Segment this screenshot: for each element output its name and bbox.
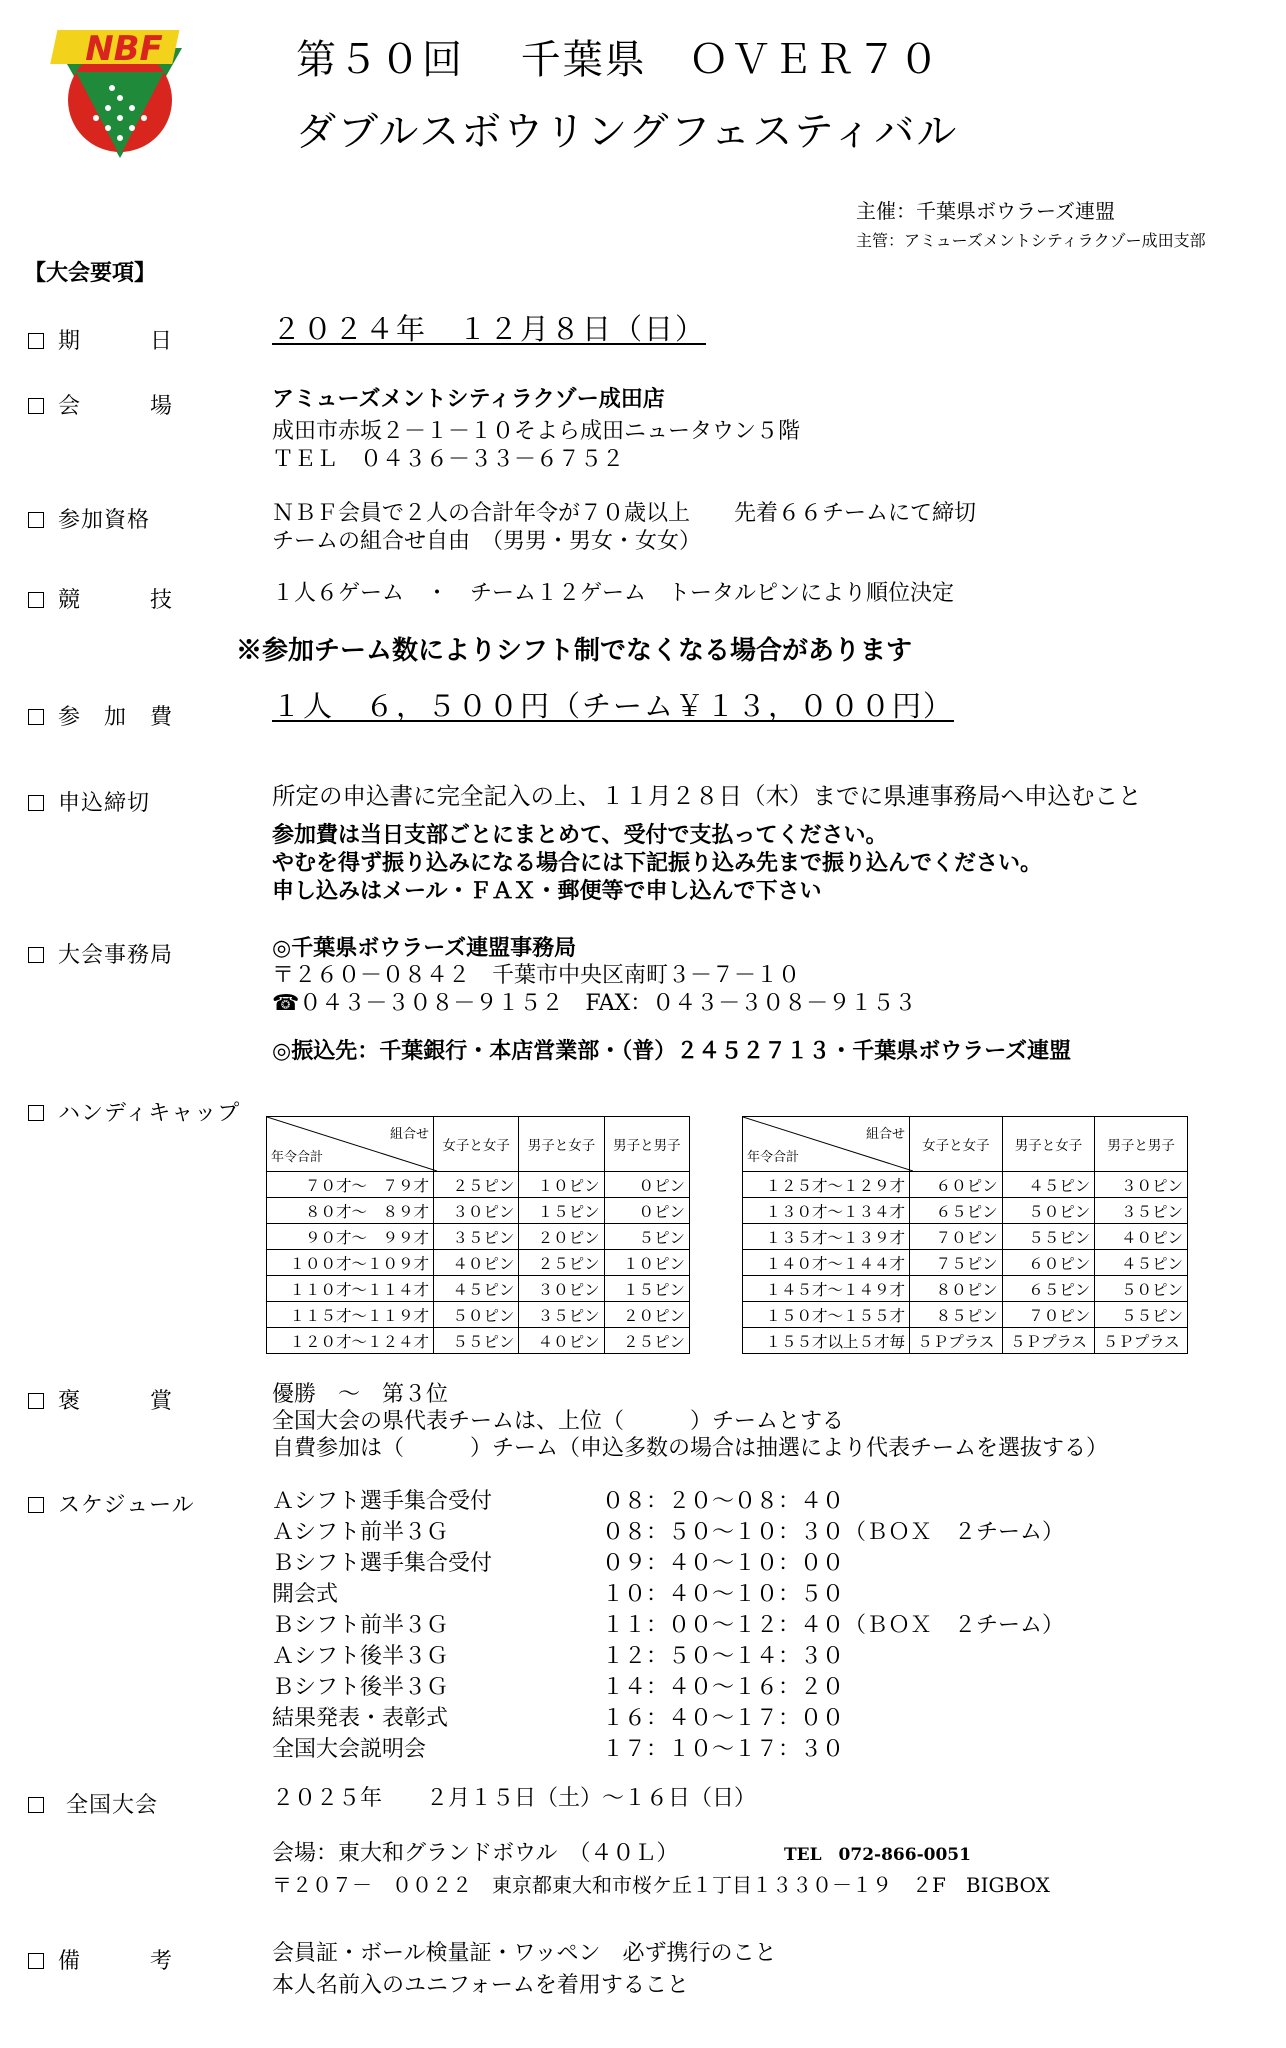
handicap-cell: ５５ピン [1002,1224,1095,1250]
column-header: 男子と男子 [604,1117,689,1172]
age-range-cell: １４０才～１４４才 [743,1250,910,1276]
handicap-table-right [742,1116,1188,1354]
handicap-cell: ５０ピン [434,1302,519,1328]
table-row [267,1224,690,1250]
national-tel: TEL 072-866-0051 [784,1845,971,1865]
handicap-cell: ５５ピン [434,1328,519,1354]
table-row [267,1172,690,1198]
handicap-cell: ４５ピン [434,1276,519,1302]
competition-notice: ※参加チーム数によりシフト制でなくなる場合があります [236,636,913,666]
table-row [743,1276,1188,1302]
schedule-row [272,1670,1064,1701]
handicap-cell: １０ピン [604,1250,689,1276]
column-header: 女子と女子 [434,1117,519,1172]
column-header: 女子と女子 [910,1117,1003,1172]
fee-label: 参 加 費 [28,700,173,731]
checkbox-icon [28,709,44,725]
schedule-time: １２：５０～１４：３０ [602,1644,845,1669]
schedule-time: １４：４０～１６：２０ [602,1675,845,1700]
handicap-cell: １５ピン [519,1198,604,1224]
checkbox-icon [28,398,44,414]
schedule-row [272,1639,1064,1670]
schedule-label: スケジュール [28,1488,195,1519]
office-address: 〒２６０－０８４２ 千葉市中央区南町３－７－１０ [272,963,801,988]
schedule-time: ０９：４０～１０：００ [602,1551,845,1576]
schedule-event: Ｂシフト前半３Ｇ [272,1613,449,1638]
age-range-cell: １４５才～１４９才 [743,1276,910,1302]
table-row [267,1276,690,1302]
venue-label: 会 場 [28,389,173,420]
handicap-cell: ５Ｐプラス [1002,1328,1095,1354]
schedule-event: Ａシフト前半３Ｇ [272,1520,449,1545]
handicap-cell: ３５ピン [434,1224,519,1250]
handicap-cell: ７０ピン [910,1224,1003,1250]
remarks-line2: 本人名前入のユニフォームを着用すること [272,1973,689,1998]
office-name: ◎千葉県ボウラーズ連盟事務局 [272,935,577,961]
handicap-cell: ８０ピン [910,1276,1003,1302]
age-range-cell: １５０才～１５５才 [743,1302,910,1328]
checkbox-icon [28,592,44,608]
age-range-cell: ８０才～ ８９才 [267,1198,434,1224]
schedule-time: ０８：５０～１０：３０（ＢＯＸ ２チーム） [602,1520,1065,1545]
handicap-cell: ５５ピン [1095,1302,1188,1328]
checkbox-icon [28,1105,44,1121]
manager: 主管：アミューズメントシティラクゾー成田支部 [856,231,1206,250]
date-value: ２０２４年 １２月８日（日） [272,312,707,346]
deadline-line4: 申し込みはメール・ＦＡＸ・郵便等で申し込んで下さい [272,878,822,904]
column-header: 男子と女子 [1002,1117,1095,1172]
deadline-line2: 参加費は当日支部ごとにまとめて、受付で支払ってください。 [272,822,888,848]
venue-name: アミューズメントシティラクゾー成田店 [272,386,665,412]
table-row [743,1328,1188,1354]
deadline-line3: やむを得ず振り込みになる場合には下記振り込み先まで振り込んでください。 [272,850,1043,876]
awards-line1: 優勝 ～ 第３位 [272,1382,449,1407]
handicap-cell: ２０ピン [519,1224,604,1250]
handicap-cell: ３０ピン [519,1276,604,1302]
table-row [267,1302,690,1328]
schedule-row [272,1484,1064,1515]
checkbox-icon [28,947,44,963]
table-row [743,1172,1188,1198]
age-range-cell: １１０才～１１４才 [267,1276,434,1302]
handicap-cell: １０ピン [519,1172,604,1198]
office-phone: ☎０４３－３０８－９１５２ FAX：０４３－３０８－９１５３ [272,991,917,1016]
schedule-row [272,1608,1064,1639]
handicap-cell: ６５ピン [1002,1276,1095,1302]
checkbox-icon [28,1393,44,1409]
handicap-cell: ２５ピン [519,1250,604,1276]
svg-text:NBF: NBF [85,29,163,69]
handicap-cell: ３５ピン [519,1302,604,1328]
handicap-cell: ４５ピン [1002,1172,1095,1198]
bank-info: ◎振込先：千葉銀行・本店営業部・（普）２４５２７１３・千葉県ボウラーズ連盟 [272,1038,1072,1064]
schedule-event: Ａシフト後半３Ｇ [272,1644,449,1669]
organizer: 主催：千葉県ボウラーズ連盟 [856,199,1115,223]
handicap-cell: ７５ピン [910,1250,1003,1276]
office-label: 大会事務局 [28,938,173,969]
handicap-cell: ０ピン [604,1198,689,1224]
competition-value: １人６ゲーム ・ チーム１２ゲーム トータルピンにより順位決定 [272,581,955,606]
schedule-row [272,1546,1064,1577]
handicap-cell: １５ピン [604,1276,689,1302]
table-row [743,1198,1188,1224]
table-row [267,1250,690,1276]
page-subtitle: ダブルスボウリングフェスティバル [296,109,959,155]
handicap-cell: ６０ピン [910,1172,1003,1198]
schedule-event: 結果発表・表彰式 [272,1706,449,1731]
remarks-label: 備 考 [28,1944,173,1975]
schedule-time: ０８：２０～０８：４０ [602,1489,845,1514]
page-title: 第５０回 千葉県 ＯＶＥＲ７０ [296,37,941,83]
checkbox-icon [28,1953,44,1969]
deadline-label: 申込締切 [28,786,150,817]
eligibility-label: 参加資格 [28,503,150,534]
handicap-cell: ３５ピン [1095,1198,1188,1224]
handicap-label: ハンディキャップ [28,1096,240,1127]
handicap-cell: ０ピン [604,1172,689,1198]
age-range-cell: ９０才～ ９９才 [267,1224,434,1250]
table-row [743,1302,1188,1328]
handicap-cell: ５Ｐプラス [1095,1328,1188,1354]
deadline-line1: 所定の申込書に完全記入の上、１１月２８日（木）までに県連事務局へ申込むこと [272,782,1142,810]
age-range-cell: １５５才以上５才毎 [743,1328,910,1354]
schedule-table [272,1484,1064,1763]
competition-label: 競 技 [28,583,173,614]
checkbox-icon [28,512,44,528]
table-row [743,1250,1188,1276]
table-row [267,1198,690,1224]
schedule-event: Ｂシフト選手集合受付 [272,1551,493,1576]
handicap-cell: ２５ピン [434,1172,519,1198]
handicap-cell: ４５ピン [1095,1250,1188,1276]
nbf-logo [50,18,190,160]
handicap-cell: ２０ピン [604,1302,689,1328]
national-venue: 会場：東大和グランドボウル （４０Ｌ） [272,1841,679,1866]
handicap-cell: ４０ピン [1095,1224,1188,1250]
handicap-cell: ２５ピン [604,1328,689,1354]
awards-label: 褒 賞 [28,1384,173,1415]
schedule-row [272,1577,1064,1608]
column-header: 男子と女子 [519,1117,604,1172]
date-label: 期 日 [28,324,173,355]
age-range-cell: １３０才～１３４才 [743,1198,910,1224]
checkbox-icon [28,1797,44,1813]
checkbox-icon [28,1497,44,1513]
schedule-row [272,1701,1064,1732]
awards-line3: 自費参加は（ ）チーム（申込多数の場合は抽選により代表チームを選抜する） [272,1436,1109,1461]
handicap-cell: ８５ピン [910,1302,1003,1328]
age-range-cell: １３５才～１３９才 [743,1224,910,1250]
age-range-cell: １１５才～１１９才 [267,1302,434,1328]
national-date: ２０２５年 ２月１５日（土）～１６日（日） [272,1786,757,1811]
handicap-cell: ３０ピン [1095,1172,1188,1198]
header-diagonal-cell: 組合せ 年令合計 [743,1117,910,1172]
handicap-cell: ３０ピン [434,1198,519,1224]
schedule-time: １７：１０～１７：３０ [602,1737,845,1762]
schedule-time: １０：４０～１０：５０ [602,1582,845,1607]
fee-value: １人 ６，５００円（チーム￥１３，０００円） [272,689,955,723]
column-header: 男子と男子 [1095,1117,1188,1172]
handicap-table-left [266,1116,690,1354]
age-range-cell: ７０才～ ７９才 [267,1172,434,1198]
handicap-cell: ５０ピン [1002,1198,1095,1224]
header-diagonal-cell: 組合せ 年令合計 [267,1117,434,1172]
age-range-cell: １２０才～１２４才 [267,1328,434,1354]
handicap-cell: ５０ピン [1095,1276,1188,1302]
national-label: 全国大会 [28,1788,158,1819]
eligibility-line2: チームの組合せ自由 （男男・男女・女女） [272,529,702,554]
age-range-cell: １２５才～１２９才 [743,1172,910,1198]
venue-address: 成田市赤坂２－１－１０そよら成田ニュータウン５階 [272,419,801,444]
handicap-cell: ４０ピン [434,1250,519,1276]
schedule-event: 開会式 [272,1582,339,1607]
schedule-event: Ｂシフト後半３Ｇ [272,1675,449,1700]
national-address: 〒２０７－ ００２２ 東京都東大和市桜ケ丘１丁目１３３０－１９ ２F BIGBOX [272,1873,1050,1897]
schedule-row [272,1732,1064,1763]
schedule-time: １１：００～１２：４０（ＢＯＸ ２チーム） [602,1613,1065,1638]
handicap-cell: ６０ピン [1002,1250,1095,1276]
handicap-cell: ４０ピン [519,1328,604,1354]
age-range-cell: １００才～１０９才 [267,1250,434,1276]
schedule-time: １６：４０～１７：００ [602,1706,845,1731]
handicap-cell: ５Ｐプラス [910,1328,1003,1354]
table-row [267,1328,690,1354]
table-row [743,1224,1188,1250]
schedule-row [272,1515,1064,1546]
checkbox-icon [28,333,44,349]
handicap-cell: ７０ピン [1002,1302,1095,1328]
venue-tel: ＴＥＬ ０４３６－３３－６７５２ [272,447,625,472]
checkbox-icon [28,795,44,811]
schedule-event: 全国大会説明会 [272,1737,427,1762]
handicap-cell: ５ピン [604,1224,689,1250]
remarks-line1: 会員証・ボール検量証・ワッペン 必ず携行のこと [272,1941,777,1966]
eligibility-line1: ＮＢＦ会員で２人の合計年令が７０歳以上 先着６６チームにて締切 [272,501,977,526]
schedule-event: Ａシフト選手集合受付 [272,1489,493,1514]
section-title: 【大会要項】 [24,261,157,286]
awards-line2: 全国大会の県代表チームは、上位（ ）チームとする [272,1409,845,1434]
handicap-cell: ６５ピン [910,1198,1003,1224]
